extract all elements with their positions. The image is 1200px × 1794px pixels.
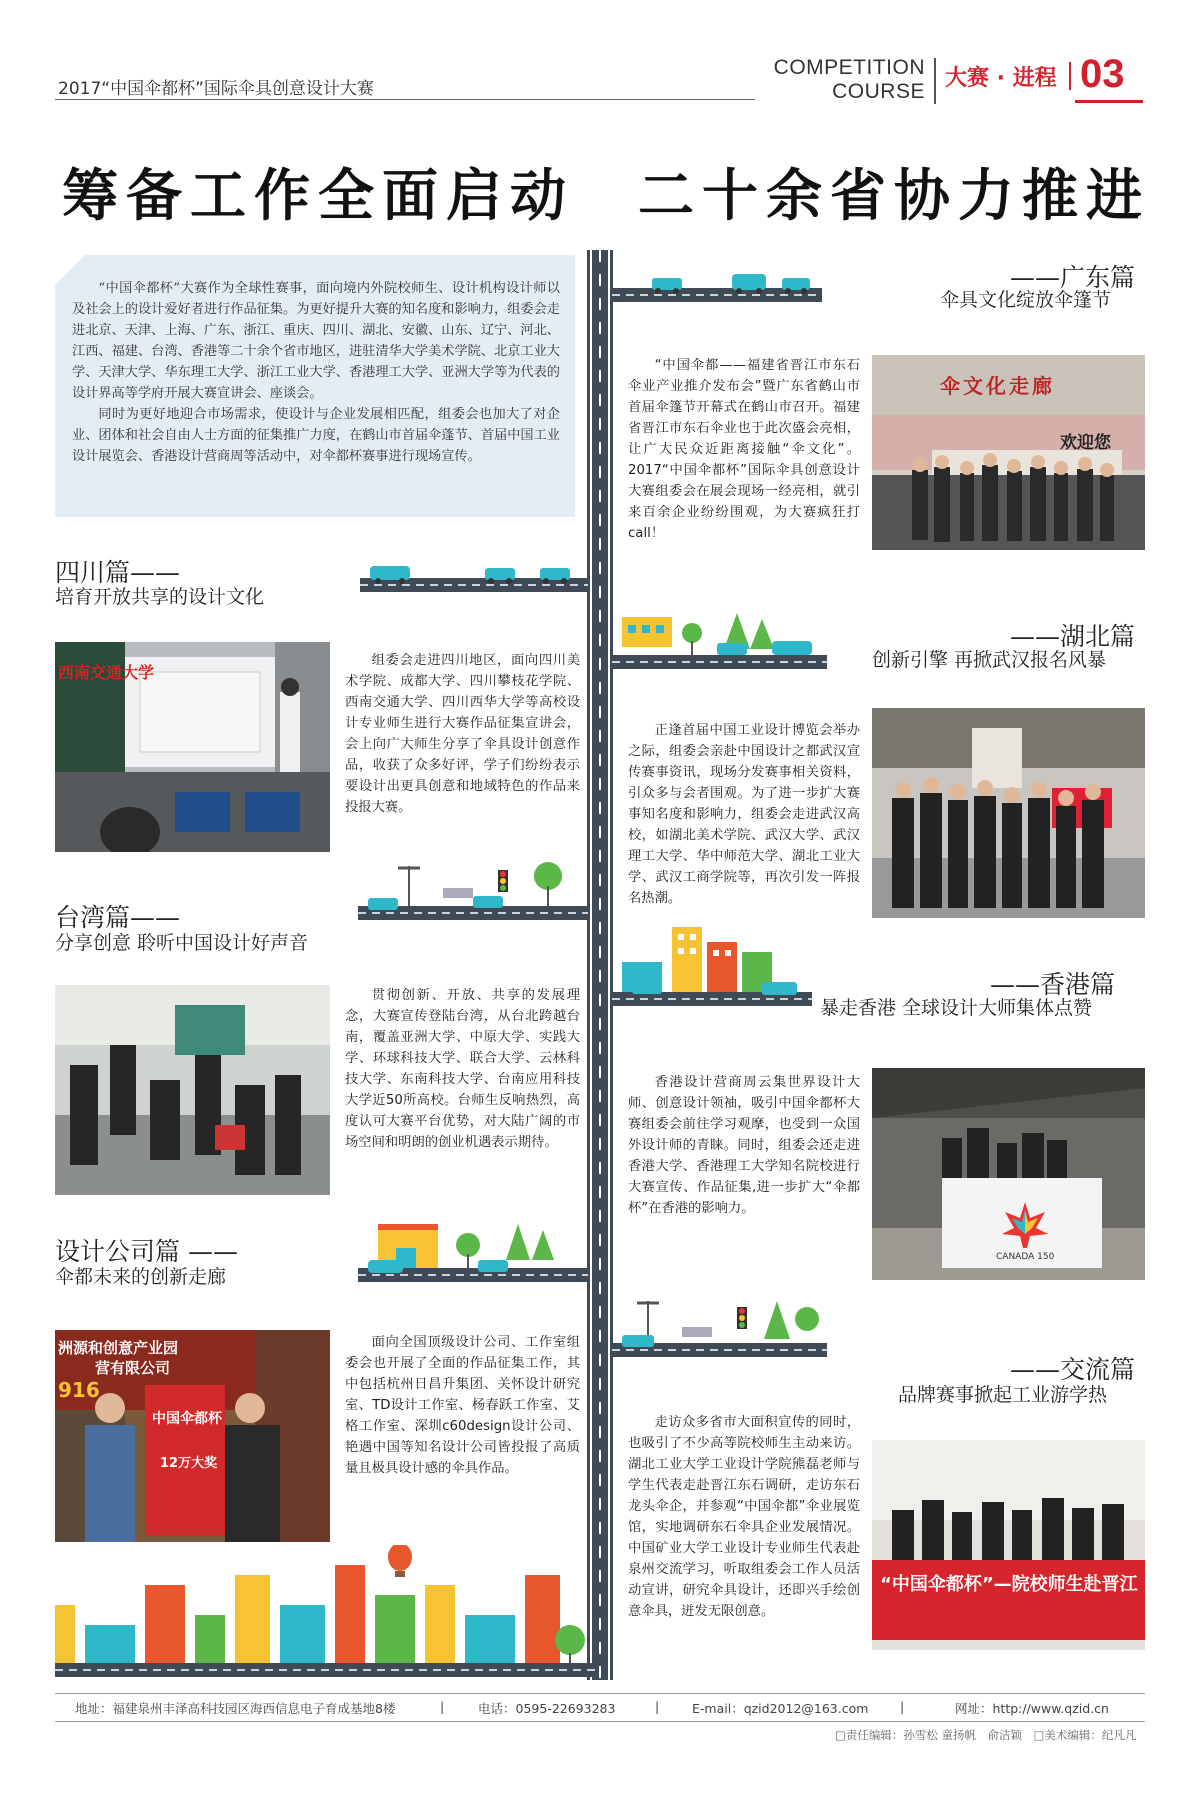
company-heading: 设计公司篇 —— [55,1237,238,1266]
buildings-icon [612,922,812,1012]
company-paragraph: 面向全国顶级设计公司、工作室组委会也开展了全面的作品征集工作，其中包括杭州日昌升集团、关怀设计研究室、TD设计工作室、杨春跃工作室、艾格工作室、深圳c60design设计公司、艳遇中国等知名设计公司皆投报了高质量且极具设计感的伞具作品。 [345,1335,580,1476]
taiwan-text [345,985,580,1153]
footer-rule-bottom [55,1721,1145,1722]
traffic-light-icon [612,1295,827,1365]
exchange-subheading: 品牌赛事掀起工业游学热 [898,1384,1108,1406]
hongkong-flag-text: CANADA 150 [996,1252,1055,1262]
footer-email: E-mail：qzid2012@163.com [692,1701,869,1716]
taiwan-photo [55,985,330,1195]
sichuan-text [345,650,580,818]
hongkong-paragraph: 香港设计营商周云集世界设计大师、创意设计领袖，吸引中国伞都杯大赛组委会前往学习观摩，也受到一众国外设计师的青睐。同时，组委会还走进香港大学、香港理工大学知名院校进行大赛宣传、作品征集,进一步扩大“伞都杯”在香港的影响力。 [628,1075,860,1216]
company-poster-title: 中国伞都杯 [152,1411,222,1427]
hongkong-text [628,1072,860,1219]
competition-label: COMPETITION [773,56,925,79]
page-number: 03 [1080,52,1125,96]
sichuan-subheading: 培育开放共享的设计文化 [55,586,265,608]
footer-address: 地址：福建泉州丰泽高科技园区海西信息电子育成基地8楼 [75,1701,396,1716]
footer-phone: 电话：0595-22693283 [478,1701,616,1716]
company-photo-sign-2: 营有限公司 [95,1359,171,1377]
footer-website: 网址：http://www.qzid.cn [955,1701,1109,1716]
intro-paragraph-1: “中国伞都杯”大赛作为全球性赛事，面向境内外院校师生、设计机构设计师以及社会上的设计爱好者进行作品征集。为更好提升大赛的知名度和影响力，组委会走进北京、天津、上海、广东、浙江、重庆、四川、湖北、安徽、山东、辽宁、河北、江西、福建、台湾、香港等二十余个省市地区，进驻清华大学美术学院、北京工业大学、天津大学、华东理工大学、浙江工业大学、香港理工大学、亚洲大学等为代表的设计界高等学府开展大赛宣讲会、座谈会。 [72,281,560,401]
publication-title: 2017“中国伞都杯”国际伞具创意设计大赛 [58,79,374,99]
header-divider [934,58,936,104]
road-edge-left [590,250,592,1680]
header-rule [55,99,755,100]
road-cars-icon-2 [360,560,588,596]
section-label: 大赛 · 进程 [945,66,1057,91]
company-subheading: 伞都未来的创新走廊 [55,1266,227,1288]
sichuan-photo-sign: 西南交通大学 [58,663,155,682]
street-lamp-icon [358,858,588,928]
hongkong-subheading: 暴走香港 全球设计大师集体点赞 [820,997,1093,1019]
exchange-banner-text: “中国伞都杯”—院校师生赴晋江 [880,1574,1138,1595]
guangdong-photo-sign: 伞文化走廊 [940,374,1055,398]
intro-paragraph-2: 同时为更好地迎合市场需求，使设计与企业发展相匹配，组委会也加大了对企业、团体和社会自由人士方面的征集推广力度，在鹤山市首届伞蓬节、首届中国工业设计展览会、香港设计营商周等活动中，对伞都杯赛事进行现场宣传。 [72,407,560,464]
road-cars-icon [612,268,822,308]
taiwan-heading: 台湾篇—— [55,903,181,932]
footer-sep-2: | [655,1699,660,1714]
sichuan-heading: 四川篇—— [55,558,181,587]
intro-text [72,278,560,467]
hubei-subheading: 创新引擎 再掀武汉报名风暴 [872,649,1107,671]
footer-sep-1: | [440,1699,445,1714]
city-trees-icon [612,605,827,677]
exchange-photo [872,1440,1145,1650]
guangdong-heading: ——广东篇 [1010,263,1136,292]
course-label: COURSE [832,80,925,103]
road-centerline [599,250,601,1680]
guangdong-text [628,355,860,544]
competition-course-label [765,56,925,104]
hubei-heading: ——湖北篇 [1010,622,1136,651]
page-number-underline [1075,100,1143,103]
hubei-text [628,720,860,909]
company-poster-prize: 12万大奖 [160,1456,218,1471]
footer-editors: □责任编辑：孙雪松 童扬帆 俞洁颖 □美术编辑：纪凡凡 [835,1728,1137,1742]
exchange-paragraph: 走访众多省市大面积宣传的同时，也吸引了不少高等院校师生主动来访。湖北工业大学工业设计学院熊磊老师与学生代表走赴晋江东石调研，走访东石龙头伞企，并参观“中国伞都”伞业展览馆，实地调研东石伞具企业发展情况。中国矿业大学工业设计专业师生代表赴泉州交流学习，听取组委会工作人员活动宣讲，研究伞具设计，还即兴手绘创意伞具，迸发无限创意。 [628,1415,860,1619]
guangdong-paragraph: “中国伞都——福建省晋江市东石伞业产业推介发布会”暨广东省鹤山市首届伞篷节开幕式在鹤山市召开。福建省晋江市东石伞业也于此次盛会亮相，让广大民众近距离接触“伞文化”。2017“中国伞都杯”国际伞具创意设计大赛组委会在展会现场一经亮相，就引来百余企业纷纷围观，为大赛疯狂打call！ [628,358,860,541]
house-trees-icon [358,1220,588,1290]
maple-leaf-icon [1000,1200,1050,1250]
exchange-heading: ——交流篇 [1010,1355,1136,1384]
hubei-photo [872,708,1145,918]
taiwan-subheading: 分享创意 聆听中国设计好声音 [55,932,309,954]
company-photo-sign-3: 916 [58,1378,100,1402]
hubei-paragraph: 正逢首届中国工业设计博览会举办之际，组委会亲赴中国设计之都武汉宣传赛事资讯，现场分发赛事相关资料，引众多与会者围观。为了进一步扩大赛事知名度和影响力，组委会走进武汉高校，如湖北美术学院、武汉大学、武汉理工大学、华中师范大学、湖北工业大学、武汉工商学院等，再次引发一阵报名热潮。 [628,723,860,906]
page-header [0,0,1200,110]
company-photo-sign: 洲源和创意产业园 [58,1339,179,1357]
sichuan-paragraph: 组委会走进四川地区，面向四川美术学院、成都大学、四川攀枝花学院、西南交通大学、四川西华大学等高校设计专业师生进行大赛作品征集宣讲会，会上向广大师生分享了伞具设计创意作品，收获了众多好评，学子们纷纷表示要设计出更具创意和地域特色的作品来投报大赛。 [345,653,580,815]
company-text [345,1332,580,1479]
footer-sep-3: | [900,1699,905,1714]
city-skyline-illustration [55,1545,595,1685]
footer-rule-top [55,1693,1145,1694]
guangdong-subheading: 伞具文化绽放伞篷节 [940,289,1112,311]
taiwan-paragraph: 贯彻创新、开放、共享的发展理念，大赛宣传登陆台湾，从台北跨越台南，覆盖亚洲大学、中原大学、实践大学、环球科技大学、联合大学、云林科技大学、东南科技大学、台南应用科技大学近50所高校。台师生反响热烈，高度认可大赛平台优势，对大陆广阔的市场空间和明朗的创业机遇表示期待。 [345,988,580,1150]
hongkong-heading: ——香港篇 [990,970,1116,999]
road-edge-right [608,250,610,1680]
exchange-text [628,1412,860,1622]
guangdong-photo-banner: 欢迎您 [1060,433,1111,453]
page-title: 筹备工作全面启动 二十余省协力推进 [62,164,1150,229]
header-divider-red [1069,62,1071,90]
